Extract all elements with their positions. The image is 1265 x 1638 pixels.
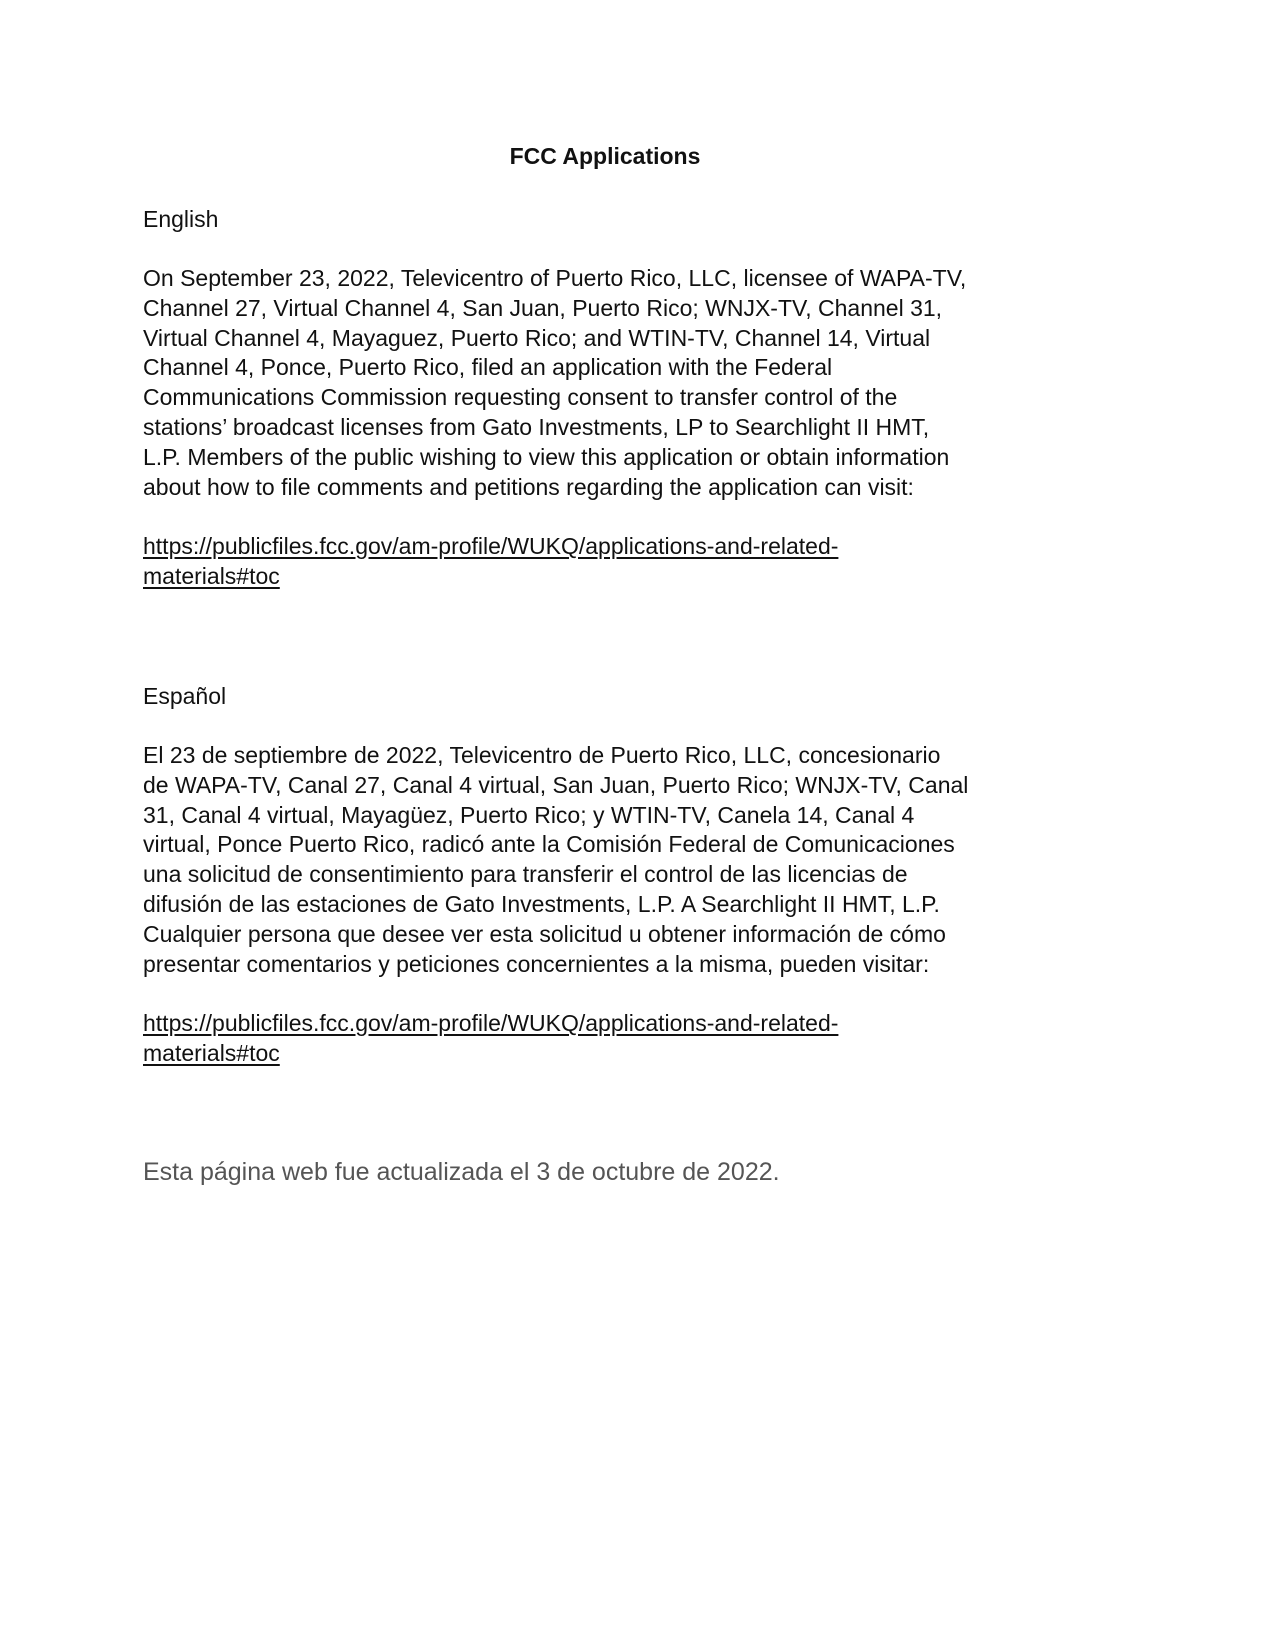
paragraph-line: de WAPA-TV, Canal 27, Canal 4 virtual, San Juan, Puerto Rico; WNJX-TV, Canal	[143, 771, 969, 798]
paragraph-line: Communications Commission requesting consent to transfer control of the	[143, 384, 898, 411]
paragraph-line: about how to file comments and petitions regarding the application can visit:	[143, 473, 914, 500]
paragraph-line: Channel 27, Virtual Channel 4, San Juan, Puerto Rico; WNJX-TV, Channel 31,	[143, 294, 943, 321]
paragraph-line: L.P. Members of the public wishing to view this application or obtain information	[143, 443, 950, 470]
spanish-fcc-link[interactable]	[143, 1009, 838, 1069]
paragraph-line: stations’ broadcast licenses from Gato Investments, LP to Searchlight II HMT,	[143, 413, 930, 440]
paragraph-line: On September 23, 2022, Televicentro of Puerto Rico, LLC, licensee of WAPA-TV,	[143, 265, 967, 291]
spanish-paragraph	[143, 741, 968, 979]
paragraph-line: El 23 de septiembre de 2022, Televicentro de Puerto Rico, LLC, concesionario	[143, 742, 941, 768]
paragraph-line: 31, Canal 4 virtual, Mayagüez, Puerto Rico; y WTIN-TV, Canela 14, Canal 4	[143, 801, 915, 828]
link-line[interactable]: materials#toc	[143, 562, 280, 589]
link-line[interactable]: https://publicfiles.fcc.gov/am-profile/WUKQ/applications-and-related-	[143, 533, 839, 559]
paragraph-line: presentar comentarios y peticiones concernientes a la misma, pueden visitar:	[143, 950, 930, 977]
english-fcc-link[interactable]	[143, 532, 838, 592]
link-line[interactable]: https://publicfiles.fcc.gov/am-profile/WUKQ/applications-and-related-	[143, 1010, 839, 1036]
english-heading: English	[143, 206, 219, 232]
paragraph-line: difusión de las estaciones de Gato Investments, L.P. A Searchlight II HMT, L.P.	[143, 890, 940, 917]
paragraph-line: Virtual Channel 4, Mayaguez, Puerto Rico; and WTIN-TV, Channel 14, Virtual	[143, 324, 931, 351]
paragraph-line: Channel 4, Ponce, Puerto Rico, filed an application with the Federal	[143, 354, 833, 381]
english-paragraph	[143, 264, 966, 502]
paragraph-line: una solicitud de consentimiento para transferir el control de las licencias de	[143, 861, 908, 888]
paragraph-line: Cualquier persona que desee ver esta solicitud u obtener información de cómo	[143, 920, 946, 947]
paragraph-line: virtual, Ponce Puerto Rico, radicó ante la Comisión Federal de Comunicaciones	[143, 831, 955, 858]
updated-note: Esta página web fue actualizada el 3 de octubre de 2022.	[143, 1158, 780, 1186]
spanish-heading: Español	[143, 683, 227, 709]
page-title: FCC Applications	[509, 143, 701, 169]
link-line[interactable]: materials#toc	[143, 1039, 280, 1066]
